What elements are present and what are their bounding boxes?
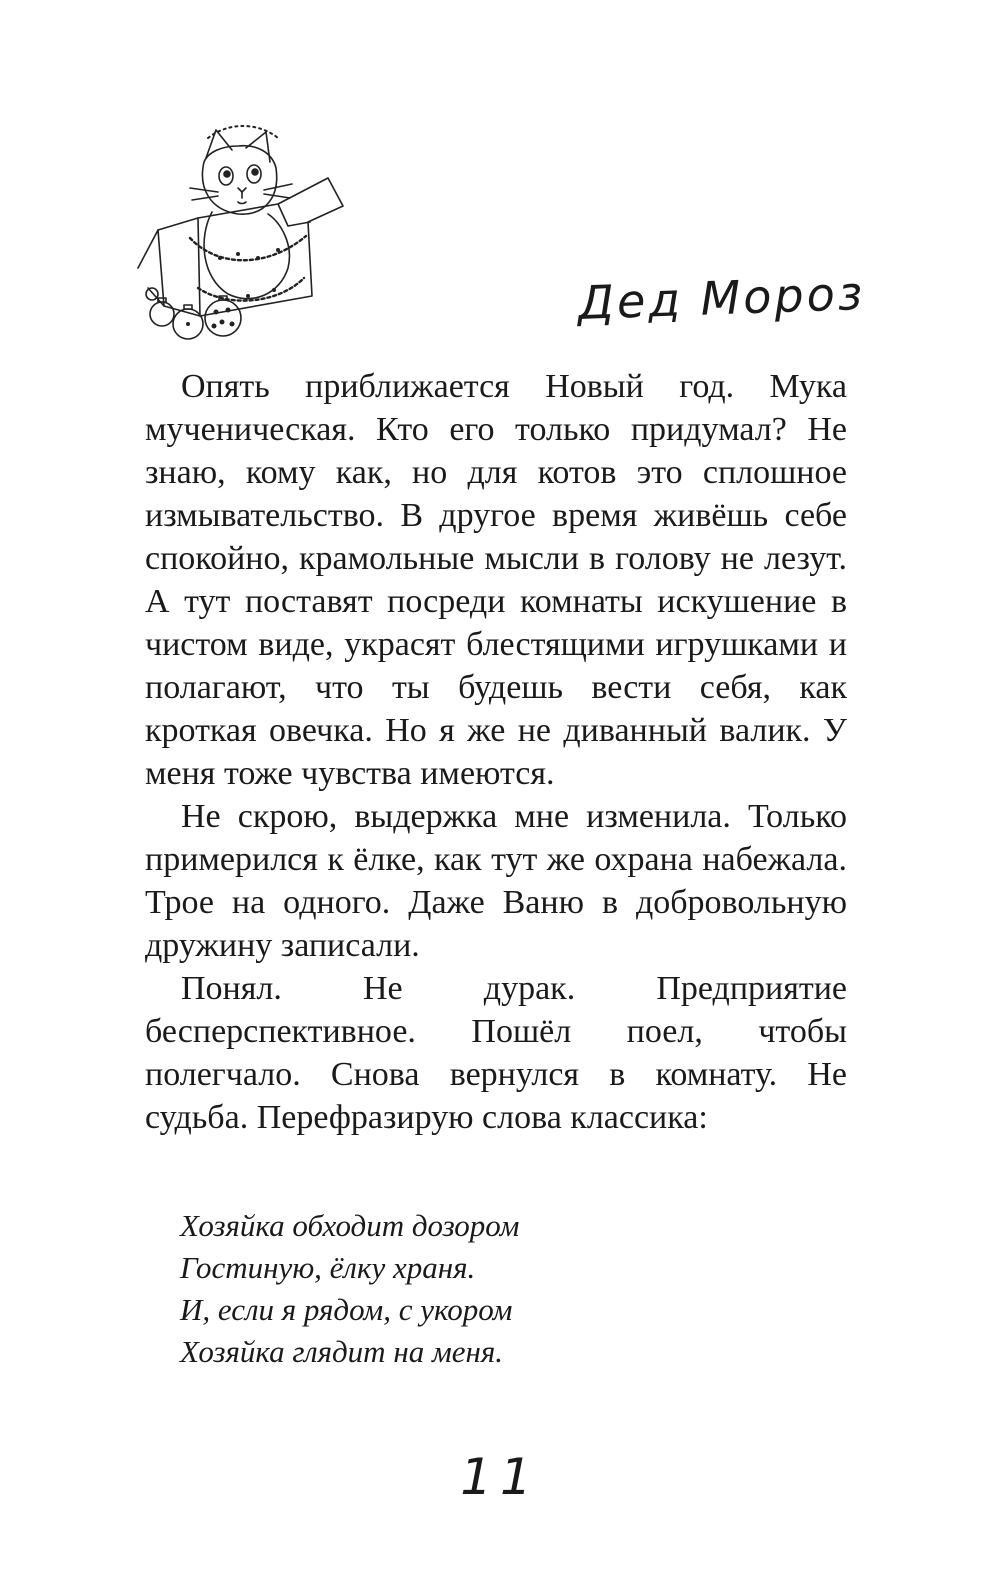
page-number: 11 [460,1448,540,1506]
cat-in-box-illustration-icon [128,118,368,343]
paragraph: Опять приближается Новый год. Мука мученическая. Кто его только придумал? Не знаю, кому как, но для котов это сплошное измывательство. В другое время живёшь себе спокойно, крамольные мысли в голову не лезут. А тут поставят посреди комнаты искушение в чистом виде, украсят блестящими игрушками и полагают, что ты будешь вести себя, как кроткая овечка. Но я же не диванный валик. У меня тоже чувства имеются. [145,368,847,792]
verse-line: Гостиную, ёлку храня. [180,1250,476,1285]
verse-line: И, если я рядом, с укором [180,1292,513,1327]
poem-verse [180,1205,820,1373]
body-text [145,365,847,1139]
verse-line: Хозяйка обходит дозором [180,1208,520,1243]
paragraph: Не скрою, выдержка мне изменила. Только примерился к ёлке, как тут же охрана набежала. Трое на одного. Даже Ваню в добровольную дружину записали. [145,798,847,964]
chapter-title: Дед Мороз [577,265,867,330]
paragraph: Понял. Не дурак. Предприятие бесперспективное. Пошёл поел, чтобы полегчало. Снова вернулся в комнату. Не судьба. Перефразирую слова классика: [145,970,847,1136]
verse-line: Хозяйка глядит на меня. [180,1334,504,1369]
